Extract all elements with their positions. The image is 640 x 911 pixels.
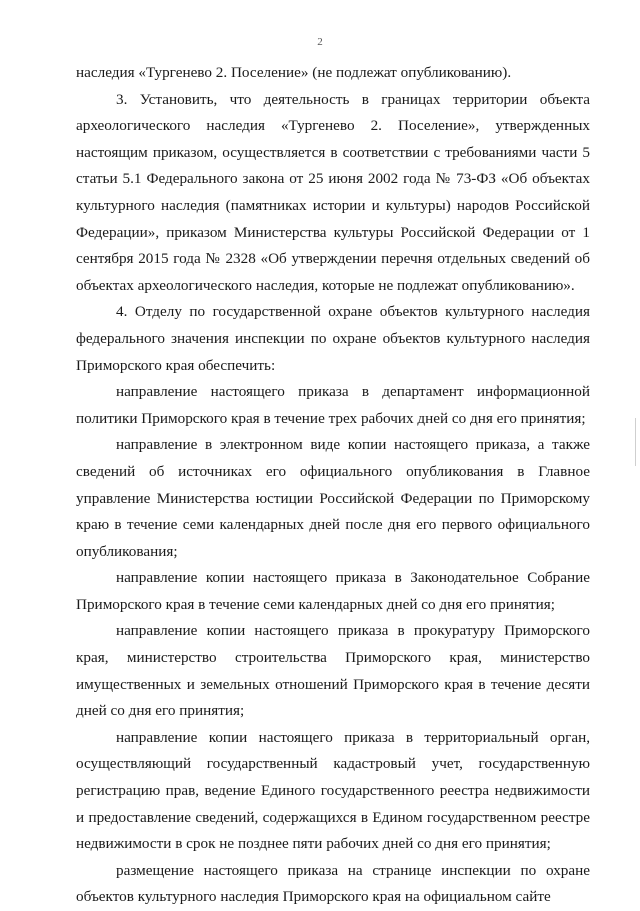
paragraph-sub-item: направление настоящего приказа в департамент информационной политики Приморского края в течение трех рабочих дней со дня его принятия; (76, 383, 590, 427)
document-body (76, 60, 590, 911)
scan-edge-mark (635, 418, 636, 466)
paragraph-sub-item: направление в электронном виде копии настоящего приказа, а также сведений об источниках его официального опубликования в Главное управление Министерства юстиции Российской Федерации по Приморскому краю в течение семи календарных дней после дня его первого официального опубликования; (76, 436, 590, 560)
paragraph-sub-item: направление копии настоящего приказа в прокуратуру Приморского края, министерство строительства Приморского края, министерство имущественных и земельных отношений Приморского края в течение десяти дней со дня его принятия; (76, 622, 590, 720)
paragraph-item-3: 3. Установить, что деятельность в границах территории объекта археологического наследия «Тургенево 2. Поселение», утвержденных настоящим приказом, осуществляется в соответствии с требованиями части 5 статьи 5.1 Федерального закона от 25 июня 2002 года № 73-ФЗ «Об объектах культурного наследия (памятниках истории и культуры) народов Российской Федерации», приказом Министерства культуры Российской Федерации от 1 сентября 2015 года № 2328 «Об утверждении перечня отдельных сведений об объектах археологического наследия, которые не подлежат опубликованию». (76, 90, 590, 294)
paragraph-sub-item: направление копии настоящего приказа в территориальный орган, осуществляющий государственный кадастровый учет, государственную регистрацию прав, ведение Единого государственного реестра недвижимости и предоставление сведений, содержащихся в Едином государственном реестре недвижимости в срок не позднее пяти рабочих дней со дня его принятия; (76, 728, 590, 853)
paragraph-item-4: 4. Отделу по государственной охране объектов культурного наследия федерального значения инспекции по охране объектов культурного наследия Приморского края обеспечить: (76, 303, 590, 374)
paragraph-sub-item: направление копии настоящего приказа в Законодательное Собрание Приморского края в течение семи календарных дней со дня его принятия; (76, 569, 590, 613)
page-number: 2 (317, 36, 323, 48)
paragraph-sub-item: размещение настоящего приказа на странице инспекции по охране объектов культурного наследия Приморского края на официальном сайте (76, 861, 590, 906)
paragraph-continuation: наследия «Тургенево 2. Поселение» (не подлежат опубликованию). (76, 64, 512, 81)
